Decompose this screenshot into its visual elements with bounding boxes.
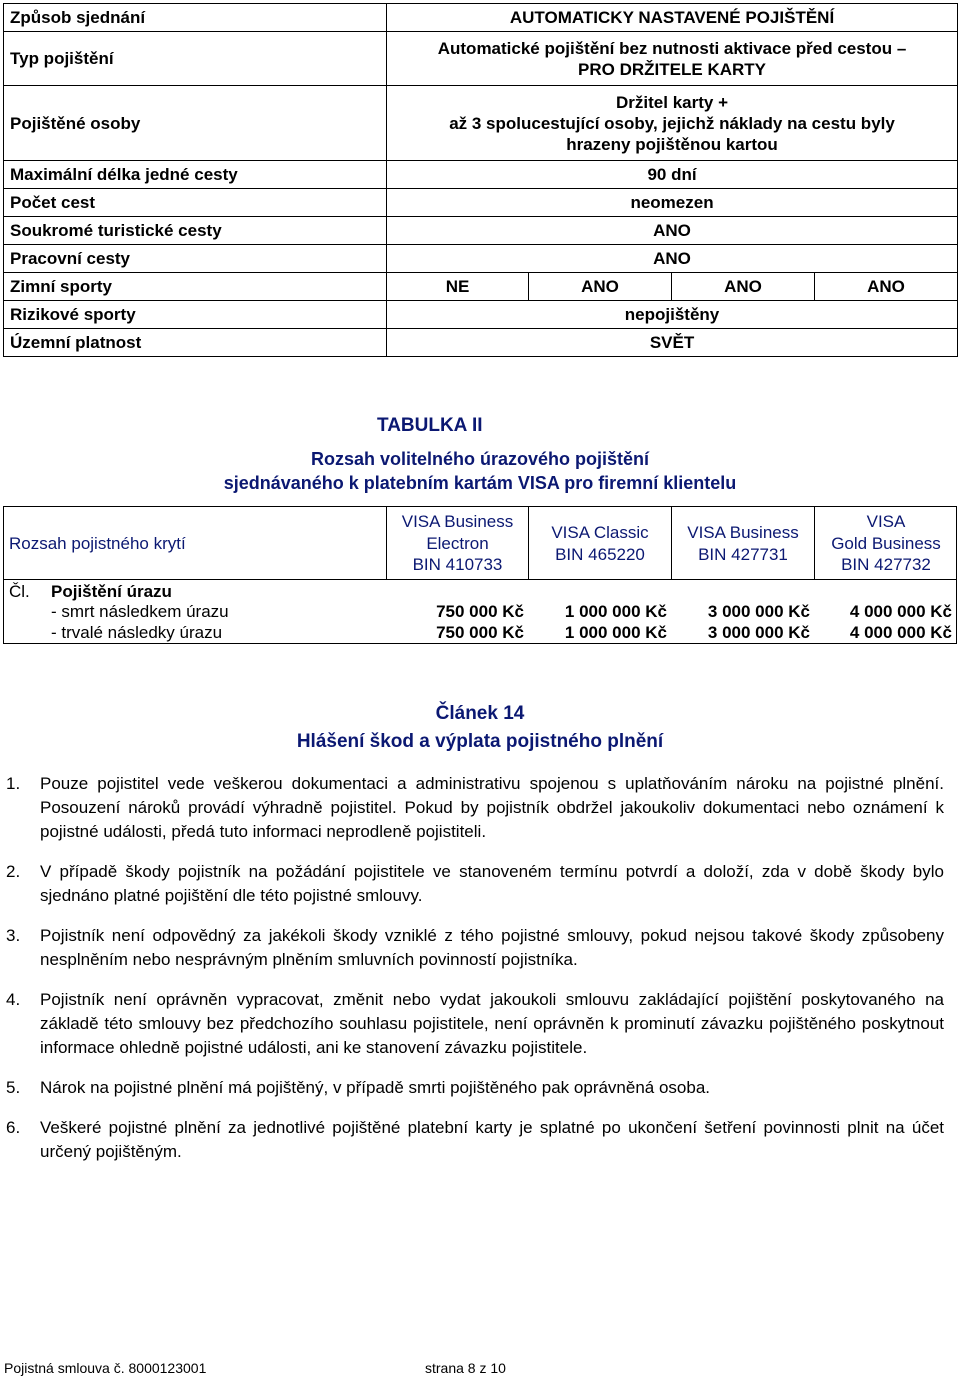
item-text: Veškeré pojistné plnění za jednotlivé pojištěné platební karty je splatné po ukončení šetření povinnosti plnit na účet určený pojištěným. — [40, 1118, 944, 1161]
header-line: BIN 465220 — [555, 544, 645, 564]
article-items — [6, 772, 944, 1180]
row-label: Zimní sporty — [4, 273, 387, 301]
column-header — [672, 522, 814, 565]
item-number: 4. — [6, 990, 21, 1009]
row-label: Počet cest — [4, 189, 387, 217]
row-value: nepojištěny — [387, 301, 958, 329]
article-title: Článek 14 — [435, 703, 525, 724]
row-label: Pracovní cesty — [4, 245, 387, 273]
table-row — [4, 86, 958, 161]
table-row — [4, 161, 958, 189]
accident-insurance-table — [3, 506, 957, 644]
item-text: Pouze pojistitel vede veškerou dokumentaci a administrativu spojenou s uplatňováním nároku na pojistné plnění. Posouzení nároků provádí výhradně pojistitel. Pokud by pojistník obdržel jakoukoliv dokumentaci nebo oznámení k pojistné události, předá tuto informaci neprodleně pojistiteli. — [40, 774, 944, 841]
row-value: 90 dní — [387, 161, 958, 189]
value-line: PRO DRŽITELE KARTY — [578, 59, 766, 79]
header-line: Electron — [426, 533, 489, 553]
row-label: Soukromé turistické cesty — [4, 217, 387, 245]
item-number: 2. — [6, 862, 21, 881]
item-number: 3. — [6, 926, 21, 945]
row-value: ANO — [529, 273, 672, 301]
row-label: Územní platnost — [4, 329, 387, 357]
amount: 4 000 000 Kč — [849, 602, 952, 621]
footer-page: strana 8 z 10 — [425, 1360, 506, 1376]
table-row — [4, 245, 958, 273]
table-subtitle: Rozsah volitelného úrazového pojištění — [310, 449, 650, 469]
table-row — [4, 32, 958, 86]
amount: 4 000 000 Kč — [849, 623, 952, 642]
column-header — [387, 511, 528, 576]
header-line: Gold Business — [831, 533, 941, 553]
table-row — [4, 273, 958, 301]
table-row — [4, 4, 958, 32]
amount: 3 000 000 Kč — [707, 623, 810, 642]
row-label: - trvalé následky úrazu — [51, 623, 223, 642]
row-value: NE — [387, 273, 529, 301]
row-value: ANO — [387, 245, 958, 273]
row-value: AUTOMATICKY NASTAVENÉ POJIŠTĚNÍ — [387, 4, 958, 32]
article-subtitle: Hlášení škod a výplata pojistného plnění — [296, 731, 664, 752]
row-label: Způsob sjednání — [4, 4, 387, 32]
travel-insurance-table — [3, 3, 958, 357]
item-text: V případě škody pojistník na požádání pojistitele ve stanoveném termínu potvrdí a doloží, zda v době škody bylo sjednáno platné pojištění dle této pojistné smlouvy. — [40, 862, 944, 905]
table-title: TABULKA II — [377, 415, 483, 436]
list-item — [6, 860, 944, 908]
row-value: neomezen — [387, 189, 958, 217]
list-item — [6, 924, 944, 972]
row-label: Maximální délka jedné cesty — [4, 161, 387, 189]
amount: 1 000 000 Kč — [564, 623, 667, 642]
column-header — [815, 511, 957, 576]
header-divider — [4, 579, 956, 580]
row-value: ANO — [387, 217, 958, 245]
list-item — [6, 988, 944, 1060]
item-number: 1. — [6, 774, 21, 793]
header-line: BIN 427732 — [841, 555, 931, 574]
row-label: Pojištěné osoby — [4, 86, 387, 161]
value-line: až 3 spolucestující osoby, jejichž náklady na cestu byly — [449, 113, 895, 133]
row-value: ANO — [672, 273, 815, 301]
table-row — [4, 217, 958, 245]
amount: 1 000 000 Kč — [564, 602, 667, 621]
header-line: VISA Classic — [551, 523, 649, 542]
table-row — [4, 189, 958, 217]
value-line: hrazeny pojištěnou kartou — [566, 134, 778, 154]
header-line: VISA Business — [687, 523, 799, 542]
scope-label: Rozsah pojistného krytí — [9, 534, 186, 553]
table-row — [4, 329, 958, 357]
item-number: 5. — [6, 1078, 21, 1097]
list-item — [6, 772, 944, 844]
header-line: VISA Business — [401, 512, 514, 531]
table-row — [4, 301, 958, 329]
footer-contract: Pojistná smlouva č. 8000123001 — [4, 1360, 207, 1376]
item-text: Pojistník není odpovědný za jakékoli škody vzniklé z tého pojistné smlouvy, pokud nejsou takové škody způsobeny nesplněním nebo nesprávným plněním smluvních povinností pojistníka. — [40, 926, 944, 969]
row-value — [387, 86, 958, 161]
row-label: Rizikové sporty — [4, 301, 387, 329]
row-value — [387, 32, 958, 86]
amount: 750 000 Kč — [436, 623, 524, 642]
row-label: - smrt následkem úrazu — [51, 602, 229, 621]
amount: 750 000 Kč — [436, 602, 524, 621]
amount: 3 000 000 Kč — [707, 602, 810, 621]
header-line: VISA — [866, 512, 906, 531]
item-number: 6. — [6, 1118, 21, 1137]
header-line: BIN 427731 — [698, 544, 788, 564]
value-line: Automatické pojištění bez nutnosti aktivace před cestou – — [437, 38, 907, 58]
column-header — [529, 522, 671, 565]
section-prefix: Čl. — [9, 582, 30, 601]
row-value: ANO — [815, 273, 958, 301]
item-text: Pojistník není oprávněn vypracovat, změnit nebo vydat jakoukoli smlouvu zakládající pojištění poskytovaného na základě této smlouvy bez předchozího souhlasu pojistitele, není oprávněn k prominutí závazku pojištěného poskytnout informace ohledně pojistné události, ani ke stanovení závazku pojistitele. — [40, 990, 944, 1057]
row-label: Typ pojištění — [4, 32, 387, 86]
row-value: SVĚT — [387, 329, 958, 357]
list-item — [6, 1116, 944, 1164]
table-subtitle: sjednávaného k platebním kartám VISA pro firemní klientelu — [223, 473, 737, 493]
list-item — [6, 1076, 944, 1100]
value-line: Držitel karty + — [616, 92, 729, 112]
header-line: BIN 410733 — [412, 555, 503, 574]
section-title: Pojištění úrazu — [51, 582, 172, 601]
item-text: Nárok na pojistné plnění má pojištěný, v případě smrti pojištěného pak oprávněná osoba. — [40, 1078, 711, 1097]
